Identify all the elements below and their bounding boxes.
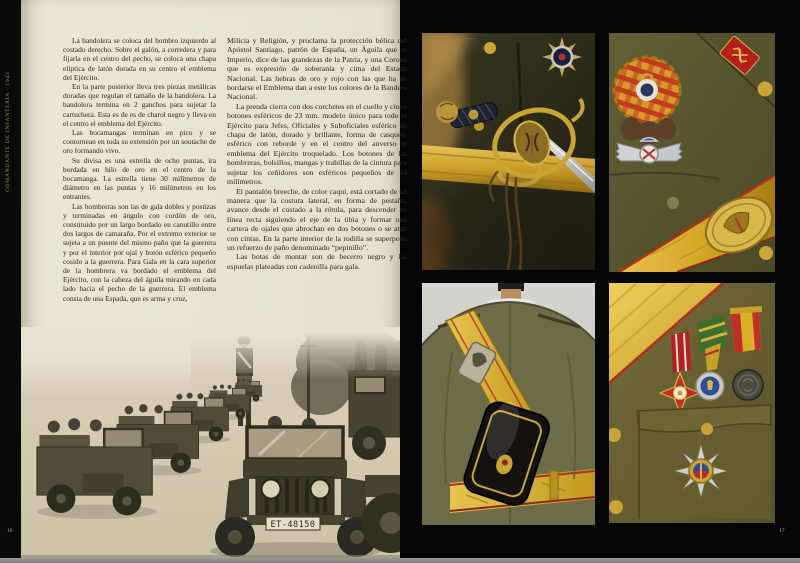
page-number-left: 16 (7, 528, 13, 534)
star-badge (542, 37, 582, 77)
page-number-right: 17 (779, 528, 785, 534)
spine-title: COMANDANTE DE INFANTERÍA · 1943 (5, 71, 11, 192)
breast-star (674, 444, 728, 498)
text-column-1 (63, 36, 216, 303)
bottom-edge-strip (0, 558, 800, 563)
gold-button (758, 82, 773, 97)
paragraph: Las botas de montar son de becerro negro y las espuelas plateadas con cadenilla para gala. (227, 252, 407, 271)
paragraph: En la parte posterior lleva tres piezas metálicas doradas que regulan el tamaño de la bandolera. La bandolera termina en 2 ganchos para sujetar la cartuchera. Esta es de es de charol negro y lleva en el centro el emblema del Ejército. (63, 82, 216, 128)
photo-bandolier-pouch (422, 283, 595, 525)
left-page (21, 0, 408, 558)
paragraph: La prenda cierra con dos corchetes en el cuello y cinco botones esféricos de 23 mm. modelo único para todo el Ejército para Jefes, Oficiales y Suboficiales esférico de chapa de latón, dorado y brillante, forma de casquete esférico con reborde y en el centro del anverso el emblema del Ejército troquelado. Los botones de las hombreras, bolsillos, mangas y trabillas de la cintura para sujetar los ceñidores son esféricos pequeños de 14 milímetros. (227, 101, 408, 187)
paragraph: La bandolera se coloca del hombro izquierdo al costado derecho. Sobre el galón, a corredera y para fijarla en el centro del pecho, se coloca una chapa elíptica de latón dorada en su centro el emblema del Ejército. (63, 36, 216, 82)
paragraph: Las hombreras son las de gala dobles y postizas y terminadas en ángulo con cordón de oro, constituido por un largo bordado en canutillo entre dos largos de camaraña. Por el extremo exterior se sujeta a un puente del mismo paño que la guerrera y por el interior por ojal y botón esférico pequeño cosido a la guerrera. Para Gala en la cara superior de la hombrera va bordado el emblema del Ejército, con la cabeza del águila mirando en cada lado hacia el pecho de la guerrera. El emblema consta de una Espada, que es arma y cruz, (63, 201, 216, 303)
photo-medals-detail (609, 283, 775, 523)
spine (0, 0, 21, 563)
gold-button (759, 246, 773, 260)
license-plate: ET-48150 (270, 520, 316, 530)
paragraph: El pantalón breeche, de color caqui, está cortado de tal manera que la costura lateral, en forma de pestaña, avance desde el costado a la rótula, para descender en línea recta siguiendo el eje de la tibia y formar una cartera de ojales que abrochan en dos botones o se atan con cintas. En la parte interior de la rodilla se superpone un refuerzo de paño denominado “pepinillo”. (227, 186, 407, 252)
photo-cockade-detail (609, 33, 775, 272)
paragraph: Las bocamangas terminan en pico y se contornean en toda su extensión por un soutache de oro formando vivo. (63, 128, 216, 156)
rosette (614, 57, 680, 145)
photo-sword-detail (422, 33, 595, 270)
paragraph: Su divisa es una estrella de ocho puntas, ira bordada en hilo de oro en el centro de la bocamanga. La estrella tiene 30 milímetros de diámetro en las puntas y 16 milímetros en los entrantes. (63, 155, 216, 202)
gold-button (609, 500, 623, 514)
small-button (667, 197, 679, 209)
paragraph: Milicia y Religión, y proclama la protección bélica del Apóstol Santiago, patrón de España, un Águila que es Imperio, dice de las grandezas de la Patria, y una Corona que es expresión de soberanía y cima del Estado Nacional. Las hebras de oro y rojo con las que ha de bordarse el Emblema dan a este los colores de la Bandera Nacional. (227, 36, 407, 102)
text-column-2 (227, 36, 407, 271)
gold-button (484, 42, 496, 54)
parade-photo (21, 327, 400, 558)
